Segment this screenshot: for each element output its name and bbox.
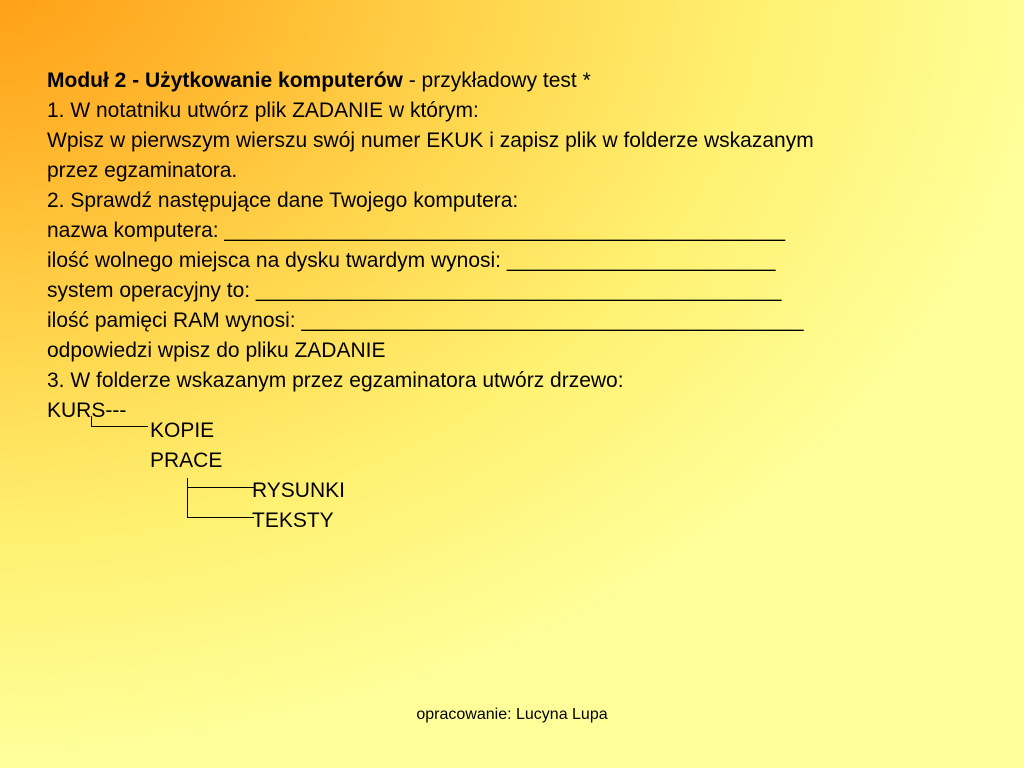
text-line-2: Wpisz w pierwszym wierszu swój numer EKUK i zapisz plik w folderze wskazanym <box>47 129 814 152</box>
tree-connector-teksty <box>187 487 254 518</box>
slide-content <box>47 66 1007 532</box>
title-bold: Moduł 2 - Użytkowanie komputerów <box>47 69 403 92</box>
folder-tree <box>47 396 1007 532</box>
title-subtitle: - przykładowy test * <box>402 69 591 92</box>
footer-text: opracowanie: Lucyna Lupa <box>416 706 608 723</box>
text-line-5: nazwa komputera: ________________________________________________ <box>47 219 786 242</box>
tree-root: KURS--- <box>47 399 127 422</box>
text-line-3: przez egzaminatora. <box>47 159 238 182</box>
footer-credit <box>0 706 1024 724</box>
text-line-4: 2. Sprawdź następujące dane Twojego komputera: <box>47 189 519 212</box>
title-line <box>47 66 1007 96</box>
text-line-9: odpowiedzi wpisz do pliku ZADANIE <box>47 339 386 362</box>
text-line-1: 1. W notatniku utwórz plik ZADANIE w którym: <box>47 99 479 122</box>
tree-node-kopie: KOPIE <box>150 419 215 442</box>
tree-node-prace: PRACE <box>150 449 223 472</box>
tree-node-teksty: TEKSTY <box>252 509 334 532</box>
text-line-6: ilość wolnego miejsca na dysku twardym wynosi: _______________________ <box>47 249 776 272</box>
tree-node-rysunki: RYSUNKI <box>252 479 345 502</box>
tree-connector-kopie <box>91 416 148 427</box>
text-line-7: system operacyjny to: _____________________________________________ <box>47 279 782 302</box>
text-line-10: 3. W folderze wskazanym przez egzaminatora utwórz drzewo: <box>47 369 624 392</box>
text-line-8: ilość pamięci RAM wynosi: ___________________________________________ <box>47 309 804 332</box>
